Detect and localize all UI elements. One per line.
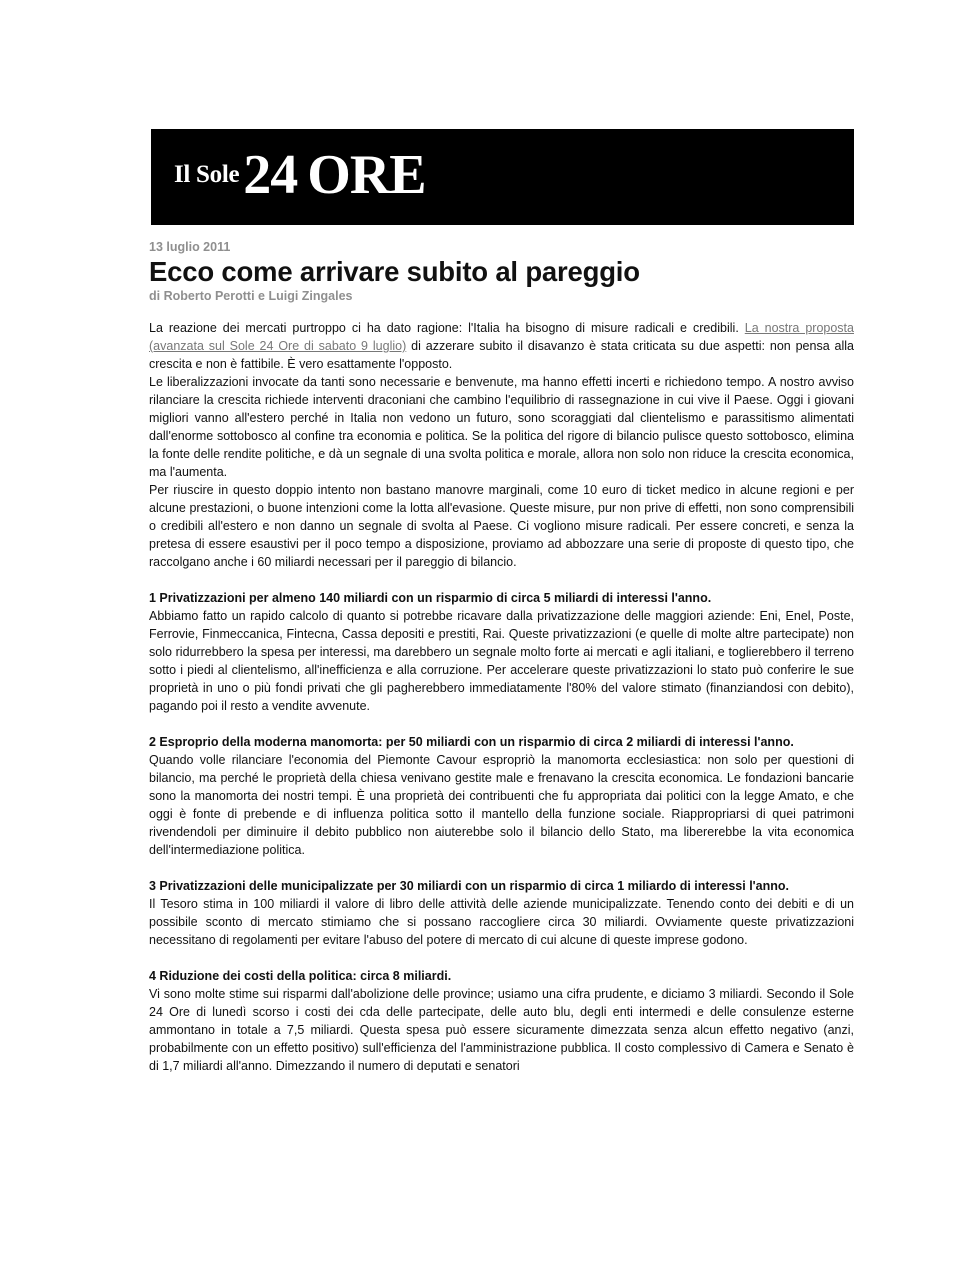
paragraph-intro-3: Per riuscire in questo doppio intento non bastano manovre marginali, come 10 euro di ticket medico in alcune regioni e per alcune prestazioni, o buone intenzioni come la lotta all'evasione. Queste misure, pur non prive di effetti, non sono comprensibili o credibili all'estero e non danno un segnale di svolta al Paese. Ci vogliono misure radicali. Per essere concreti, e senza la pretesa di essere esaustivi per il poco tempo a disposizione, proviamo ad abbozzare una serie di proposte di questo tipo, che raccolgano anche i 60 miliardi necessari per il pareggio di bilancio.	[149, 483, 854, 569]
article-title: Ecco come arrivare subito al pareggio	[149, 256, 640, 287]
paragraph-intro-2: Le liberalizzazioni invocate da tanti sono necessarie e benvenute, ma hanno effetti incerti e richiedono tempo. A nostro avviso rilanciare la crescita richiede interventi draconiani che cambino l'equilibrio di rassegnazione in cui vive il Paese. Oggi i giovani migliori vanno all'estero perché in Italia non vedono un futuro, sono scoraggiati dal clientelismo e parassitismo alimentati dall'enorme sottobosco al confine tra economia e politica. Se la politica del rigore di bilancio pulisce questo sottobosco, elimina la fonte delle rendite politiche, e dà un segnale di una svolta politica e morale, allora non solo non riduce la crescita economica, ma l'aumenta.	[149, 375, 854, 479]
masthead-banner	[151, 129, 854, 225]
paragraph-intro-1	[149, 319, 854, 373]
article-byline: di Roberto Perotti e Luigi Zingales	[149, 289, 353, 303]
article-date: 13 luglio 2011	[149, 240, 231, 254]
section-text-1: Abbiamo fatto un rapido calcolo di quanto si potrebbe ricavare dalla privatizzazione delle maggiori aziende: Eni, Enel, Poste, Ferrovie, Finmeccanica, Fintecna, Cassa depositi e prestiti, Rai. Queste privatizzazioni (e quelle di molte altre partecipate) non solo ridurrebbero la spesa per interessi, ma darebbero un segnale molto forte ai mercati e agli italiani, e toglierebbero il terreno sotto i piedi al clientelismo, all'inefficienza e alla corruzione. Per accelerare queste privatizzazioni lo stato può conferire le sue proprietà in uno o più fondi privati che gli pagherebbero immediatamente l'80% del valore stimato (finanziandosi con debito), pagando poi il resto a vendite avvenute.	[149, 609, 854, 713]
logo-il-sole: Il Sole	[174, 161, 240, 188]
intro-text-before-link: La reazione dei mercati purtroppo ci ha dato ragione: l'Italia ha bisogno di misure radicali e credibili.	[149, 321, 745, 335]
section-text-3: Il Tesoro stima in 100 miliardi il valore di libro delle attività delle aziende municipalizzate. Tenendo conto dei debiti e di un possibile sconto di mercato stimiamo che si possano raccogliere circa 30 miliardi. Ovviamente queste privatizzazioni necessitano di regolamenti per evitare l'abuso del potere di mercato di cui alcune di queste imprese godono.	[149, 897, 854, 947]
section-text-4: Vi sono molte stime sui risparmi dall'abolizione delle province; usiamo una cifra prudente, e diciamo 3 miliardi. Secondo il Sole 24 Ore di lunedì scorso i costi dei cda delle partecipate, delle auto blu, degli enti intermedi e delle consulenze esterne ammontano in totale a 7,5 miliardi. Questa spesa può essere sicuramente dimezzata senza alcun effetto negativo (anzi, probabilmente con un effetto positivo) sull'efficienza del l'amministrazione pubblica. Il costo complessivo di Camera e Senato è di 1,7 miliardi all'anno. Dimezzando il numero di deputati e senatori	[149, 987, 854, 1073]
logo-ore: ORE	[307, 144, 426, 206]
intro-text-after-link: di azzerare subito il disavanzo è stata criticata su due aspetti: non pensa alla crescita e non è fattibile. È vero esattamente l'opposto.	[149, 339, 854, 371]
section-text-2: Quando volle rilanciare l'economia del Piemonte Cavour espropriò la manomorta ecclesiastica: non solo per questioni di bilancio, ma perché le proprietà della chiesa venivano gestite male e frenavano la crescita economica. Le fondazioni bancarie sono la manomorta dei nostri tempi. È una proprietà dei contribuenti che fu appropriata dai politici con la legge Amato, e che oggi è fonte di prebende e di influenza politica sotto il mantello della funzione sociale. Riappropriarsi di quei patrimoni rivendendoli per diminuire il debito pubblico non aiuterebbe solo il bilancio dello Stato, ma libererebbe la vita economica dell'intermediazione politica.	[149, 753, 854, 857]
section-heading-4: 4 Riduzione dei costi della politica: circa 8 miliardi.	[149, 969, 452, 983]
article	[149, 238, 854, 1075]
section-heading-1: 1 Privatizzazioni per almeno 140 miliardi con un risparmio di circa 5 miliardi di interessi l'anno.	[149, 591, 712, 605]
previous-proposal-link[interactable]: La nostra proposta (avanzata sul Sole 24 Ore di sabato 9 luglio)	[149, 321, 854, 353]
logo-24: 24	[243, 144, 298, 206]
section-heading-3: 3 Privatizzazioni delle municipalizzate per 30 miliardi con un risparmio di circa 1 miliardo di interessi l'anno.	[149, 879, 789, 893]
il-sole-24-ore-logo	[174, 143, 426, 207]
section-heading-2: 2 Esproprio della moderna manomorta: per 50 miliardi con un risparmio di circa 2 miliardi di interessi l'anno.	[149, 735, 794, 749]
article-body	[149, 319, 854, 1075]
